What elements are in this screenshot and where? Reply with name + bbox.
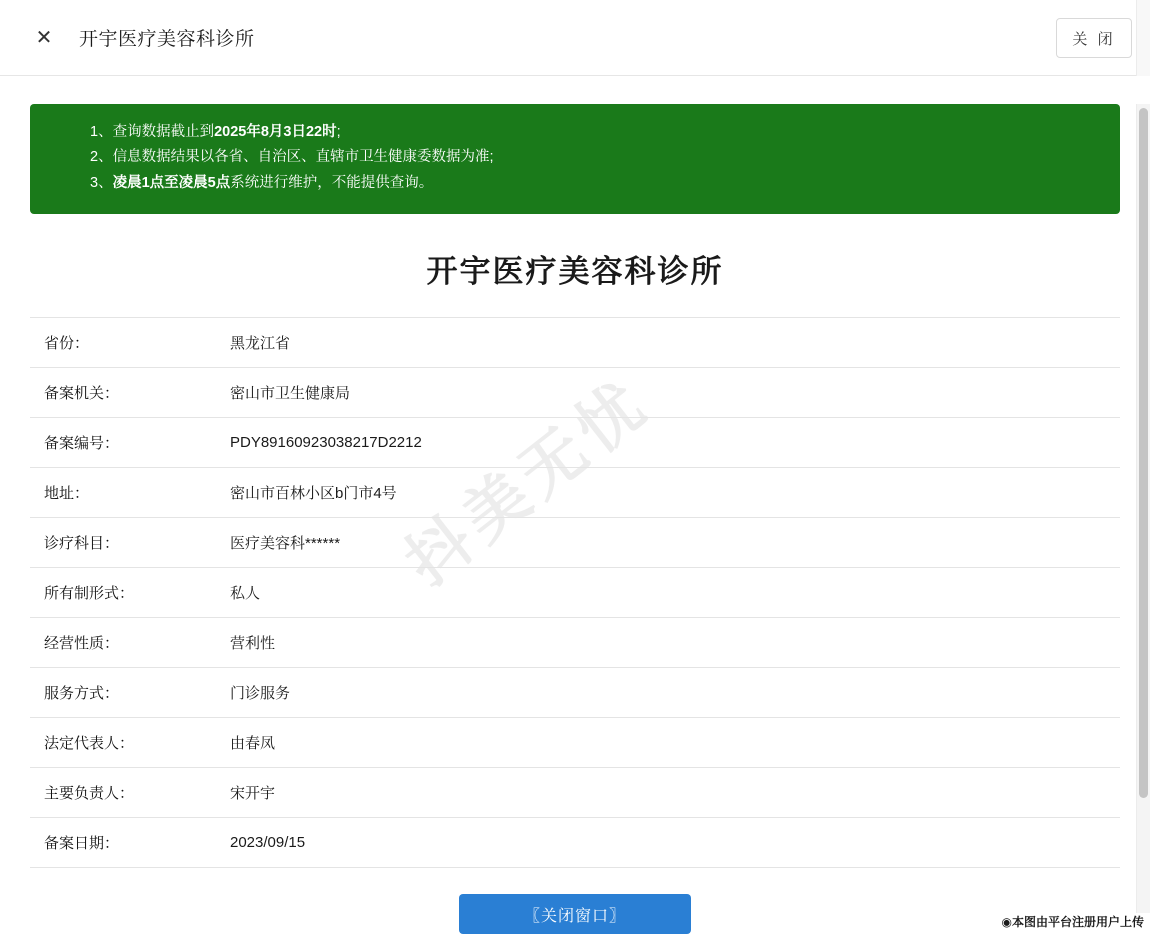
table-row [30,418,1120,468]
row-label: 地址： [44,485,90,503]
upload-credit: ◉本图由平台注册用户上传 [1001,915,1144,929]
window-titlebar [0,0,1150,76]
table-row [30,568,1120,618]
row-value: 私人 [230,585,261,603]
table-row [30,618,1120,668]
notice-line-2: 2、信息数据结果以各省、自治区、直辖市卫生健康委数据为准; [90,149,494,166]
table-row [30,518,1120,568]
table-row [30,368,1120,418]
row-value: 2023/09/15 [230,834,306,852]
row-label: 法定代表人： [44,735,135,753]
footer [30,894,1120,934]
close-window-button[interactable]: 〖关闭窗口〗 [459,894,691,934]
record-table [30,317,1120,868]
close-icon[interactable]: ✕ [35,26,53,49]
notice-line-1: 1、查询数据截止到2025年8月3日22时; [90,124,341,140]
page-content [0,104,1150,934]
row-label: 经营性质： [44,635,120,653]
notice-line-3: 3、凌晨1点至凌晨5点系统进行维护，不能提供查询。 [90,174,434,191]
notice-banner [30,104,1120,214]
row-value: 密山市卫生健康局 [230,385,351,403]
row-value: 宋开宇 [230,785,276,803]
scrollbar-header-spacer [1136,0,1150,76]
row-value: 黑龙江省 [230,335,291,353]
row-value: 营利性 [230,635,276,653]
row-label: 所有制形式： [44,585,135,603]
window-title: 开宇医疗美容科诊所 [79,29,255,50]
row-value: 门诊服务 [230,685,291,703]
vertical-scrollbar[interactable] [1136,104,1150,913]
row-value: PDY89160923038217D2212 [230,434,422,452]
row-label: 服务方式： [44,685,120,703]
row-value: 医疗美容科****** [230,535,341,553]
row-value: 密山市百林小区b门市4号 [230,485,397,503]
row-label: 备案机关： [44,385,120,403]
row-label: 备案日期： [44,835,120,853]
table-row [30,318,1120,368]
watermark: 抖美无忧 [392,365,664,600]
close-button[interactable]: 关 闭 [1056,18,1132,58]
row-label: 主要负责人： [44,785,135,803]
table-row [30,768,1120,818]
page-title: 开宇医疗美容科诊所 [426,254,724,290]
row-label: 省份： [44,335,90,353]
table-row [30,718,1120,768]
table-row [30,468,1120,518]
table-row [30,668,1120,718]
table-row [30,818,1120,868]
row-label: 诊疗科目： [44,535,120,553]
row-value: 由春凤 [230,735,276,753]
row-label: 备案编号： [44,435,120,453]
scrollbar-thumb[interactable] [1139,108,1148,798]
